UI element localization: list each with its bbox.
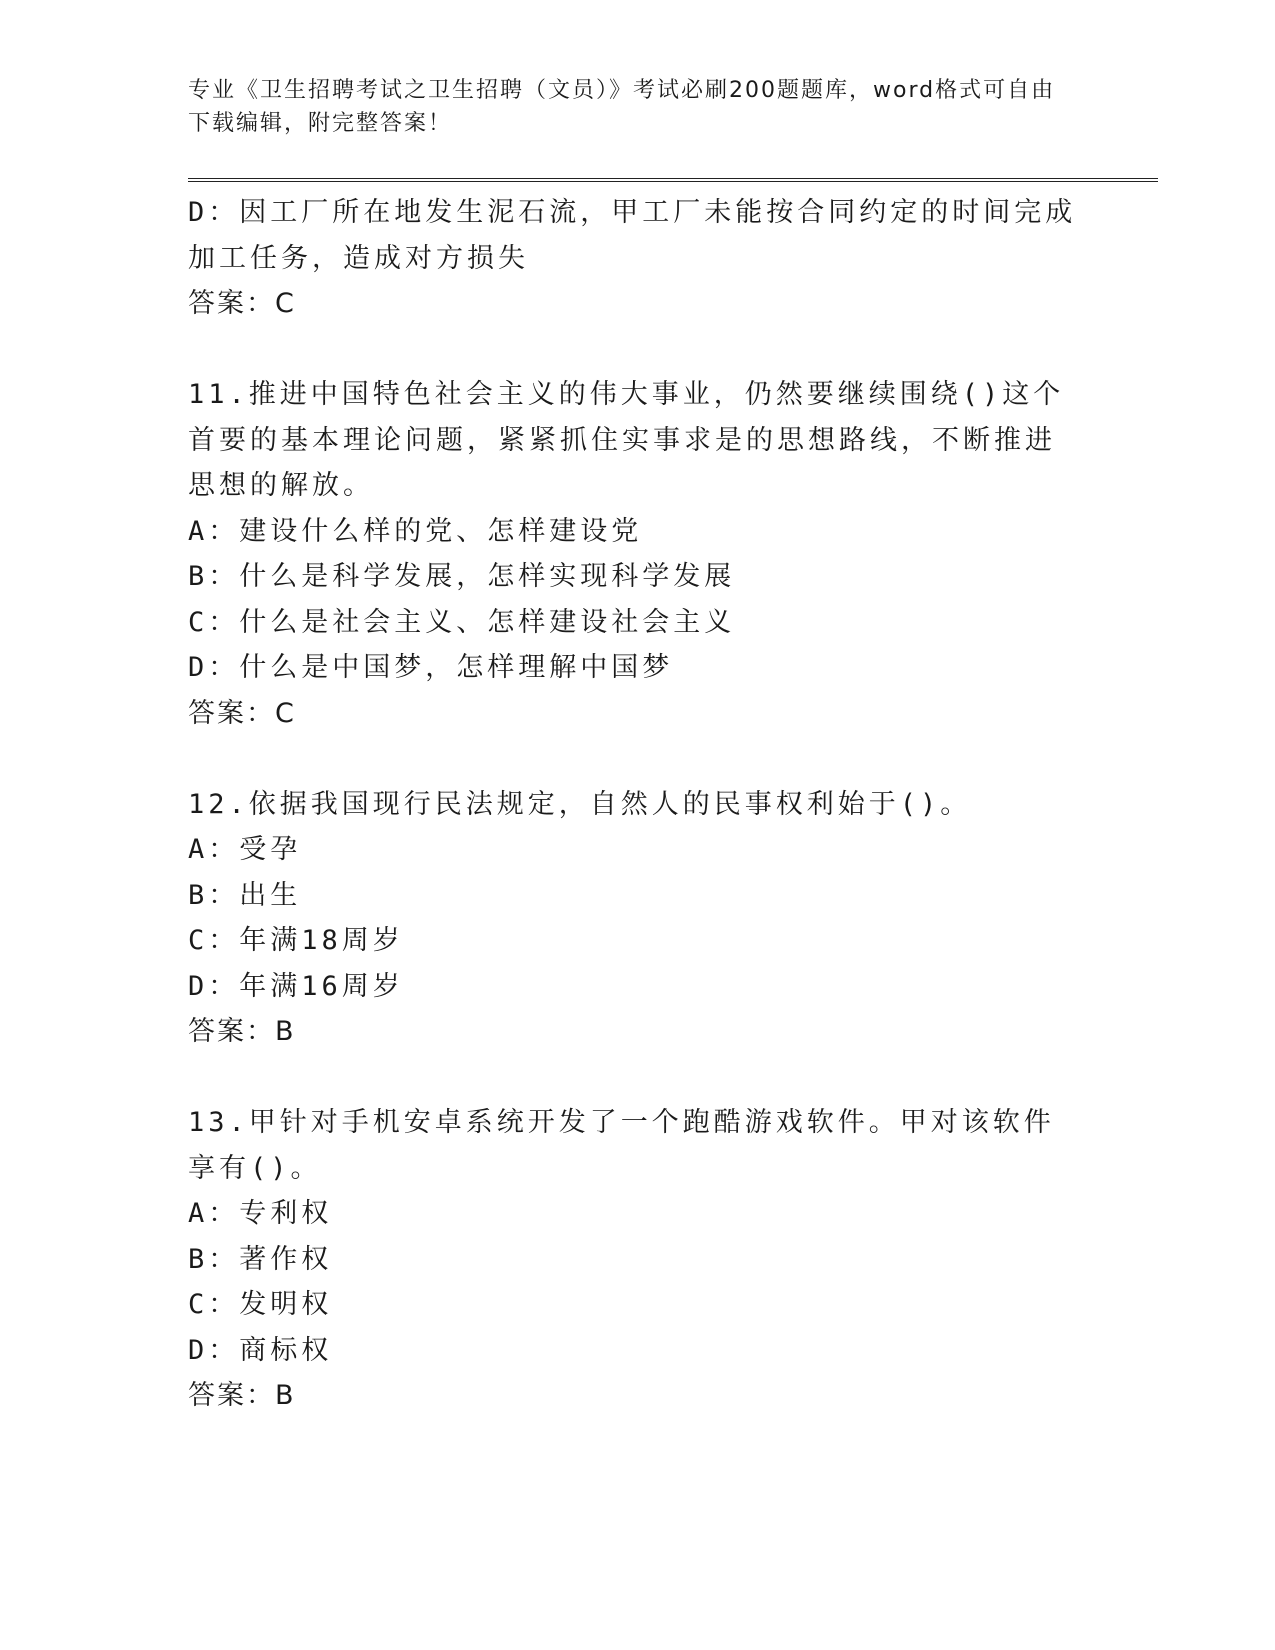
question-stem: 11.推进中国特色社会主义的伟大事业，仍然要继续围绕()这个首要的基本理论问题，紧紧抓住实事求是的思想路线，不断推进思想的解放。: [188, 379, 1065, 501]
question-10-option-d: D：因工厂所在地发生泥石流，甲工厂未能按合同约定的时间完成加工任务，造成对方损失: [188, 197, 1077, 274]
question-10-answer: 答案：C: [188, 288, 296, 319]
spacer: [188, 1055, 1088, 1101]
question-stem: 13.甲针对手机安卓系统开发了一个跑酷游戏软件。甲对该软件享有()。: [188, 1107, 1055, 1184]
question-13: [188, 1100, 1088, 1419]
option-d: D：年满16周岁: [188, 970, 404, 1002]
option-d: D：商标权: [188, 1334, 333, 1366]
option-c: C：年满18周岁: [188, 925, 404, 956]
option-a: A：受孕: [188, 834, 302, 865]
question-11: [188, 372, 1088, 736]
header-divider: [188, 178, 1158, 182]
option-b: B：什么是科学发展，怎样实现科学发展: [188, 561, 736, 592]
question-answer: 答案：B: [188, 1380, 296, 1411]
option-a: A：建设什么样的党、怎样建设党: [188, 515, 643, 547]
spacer: [188, 736, 1088, 782]
option-a: A：专利权: [188, 1198, 333, 1229]
option-b: B：出生: [188, 879, 302, 911]
question-stem: 12.依据我国现行民法规定，自然人的民事权利始于()。: [188, 788, 972, 820]
question-12: [188, 782, 1088, 1055]
option-d: D：什么是中国梦，怎样理解中国梦: [188, 652, 674, 683]
question-answer: 答案：C: [188, 697, 296, 729]
spacer: [188, 327, 1088, 373]
question-list: [188, 190, 1088, 1419]
option-b: B：著作权: [188, 1243, 333, 1275]
document-header: 专业《卫生招聘考试之卫生招聘（文员）》考试必刷200题题库，word格式可自由下载编辑，附完整答案！: [188, 78, 1056, 136]
option-c: C：什么是社会主义、怎样建设社会主义: [188, 606, 736, 638]
question-answer: 答案：B: [188, 1016, 296, 1047]
option-c: C：发明权: [188, 1289, 333, 1320]
